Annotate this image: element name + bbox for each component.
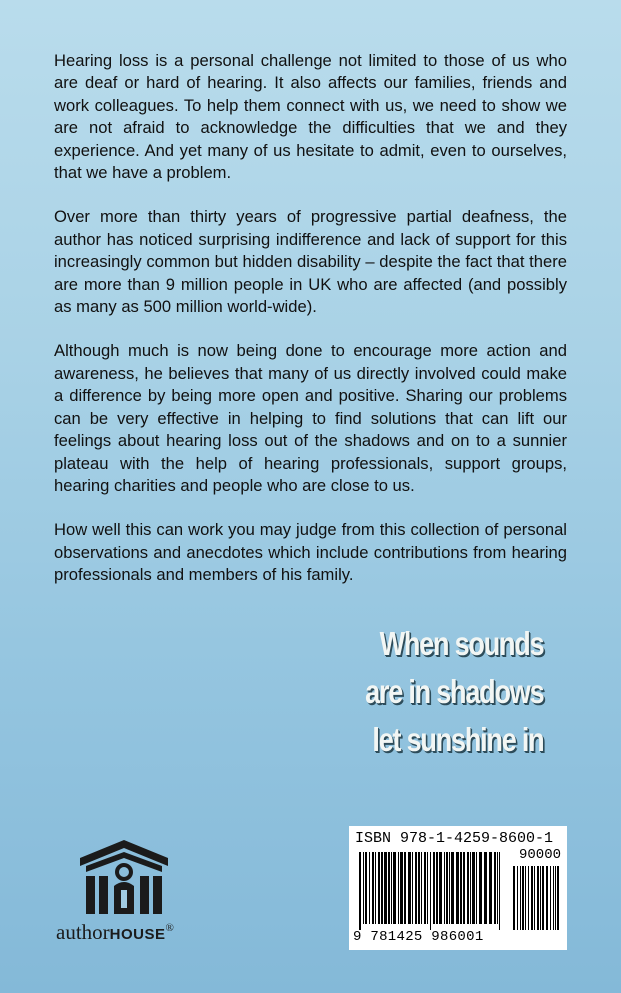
book-house-icon <box>76 836 172 918</box>
barcode-bar <box>418 852 420 924</box>
addon-bar <box>553 866 554 930</box>
barcode-bar <box>363 852 364 924</box>
barcode-bar <box>494 852 496 924</box>
barcode-bar <box>372 852 374 924</box>
tagline-line-2: are in shadows <box>364 673 543 710</box>
barcode-bar <box>479 852 482 924</box>
addon-bar <box>517 866 518 930</box>
barcode-bar <box>430 852 431 930</box>
barcode-bar <box>433 852 435 924</box>
barcode-bar <box>449 852 450 924</box>
barcode-bar <box>398 852 399 924</box>
barcode-bars <box>353 848 563 930</box>
isbn-barcode <box>349 826 567 950</box>
blurb-paragraph-4: How well this can work you may judge from this collection of personal observations and anecdotes which include contributions from hearing professionals and members of his family. <box>54 520 567 585</box>
addon-bar <box>537 866 539 930</box>
addon-bar <box>531 866 533 930</box>
barcode-bar <box>439 852 442 924</box>
addon-bar <box>528 866 529 930</box>
publisher-logo <box>56 836 226 946</box>
back-cover-blurb <box>54 50 567 609</box>
addon-bar <box>520 866 521 930</box>
barcode-bar <box>427 852 428 924</box>
barcode-bar <box>460 852 462 924</box>
barcode-bar <box>444 852 445 924</box>
barcode-bar <box>446 852 448 924</box>
barcode-bar <box>415 852 417 924</box>
addon-bar <box>550 866 551 930</box>
barcode-bar <box>384 852 387 924</box>
barcode-bar <box>489 852 492 924</box>
barcode-bar <box>391 852 392 924</box>
barcode-bar <box>393 852 396 924</box>
addon-bar <box>546 866 548 930</box>
barcode-bar <box>388 852 390 924</box>
addon-bar <box>525 866 526 930</box>
barcode-bar <box>463 852 465 924</box>
barcode-bar <box>404 852 406 924</box>
ean-digits: 9 781425 986001 <box>353 929 484 945</box>
publisher-wordmark: authorHOUSE® <box>56 920 174 944</box>
barcode-bar <box>375 852 376 924</box>
barcode-bar <box>451 852 454 924</box>
blurb-paragraph-1: Hearing loss is a personal challenge not limited to those of us who are deaf or hard of hearing. It also affects our families, friends and work colleagues. To help them connect with us, we need to show we are not afraid to acknowledge the difficulties that we and they experience. And yet many of us hesitate to admit, even to ourselves, that we have a problem. <box>54 51 567 183</box>
barcode-bar <box>497 852 498 924</box>
isbn-text: ISBN 978-1-4259-8600-1 <box>355 830 554 847</box>
blurb-paragraph-2: Over more than thirty years of progressive partial deafness, the author has noticed surprising indifference and lack of support for this increasingly common but hidden disability – despite the fact that there are more than 9 million people in UK who are affected (and possibly as many as 500 million world-wide). <box>54 207 567 317</box>
barcode-bar <box>400 852 403 924</box>
addon-bar <box>534 866 535 930</box>
tagline-line-3: let sunshine in <box>371 721 543 758</box>
barcode-bar <box>476 852 477 924</box>
barcode-bar <box>381 852 383 924</box>
barcode-bar <box>470 852 471 924</box>
barcode-bar <box>359 852 361 930</box>
barcode-bar <box>378 852 380 924</box>
price-addon-number: 90000 <box>518 847 561 863</box>
barcode-bar <box>365 852 367 924</box>
addon-bar <box>557 866 559 930</box>
blurb-paragraph-3: Although much is now being done to encourage more action and awareness, he believes that many of us directly involved could make a difference by being more open and positive. Sharing our problems can be very effective in helping to find solutions that can lift our feelings about hearing loss out of the shadows and on to a sunnier plateau with the help of hearing professionals, support groups, hearing charities and people who are close to us. <box>54 341 567 495</box>
barcode-bar <box>421 852 422 924</box>
addon-bar <box>522 866 524 930</box>
tagline-line-1: When sounds <box>379 625 543 662</box>
addon-bar <box>513 866 515 930</box>
barcode-bar <box>436 852 438 924</box>
barcode-bar <box>499 852 500 930</box>
barcode-bar <box>412 852 413 924</box>
tagline <box>365 620 543 764</box>
barcode-bar <box>484 852 487 924</box>
barcode-bar <box>424 852 426 924</box>
addon-bar <box>540 866 541 930</box>
barcode-bar <box>456 852 459 924</box>
barcode-bar <box>408 852 411 924</box>
barcode-bar <box>369 852 370 924</box>
addon-bar <box>542 866 544 930</box>
barcode-bar <box>472 852 475 924</box>
addon-bar <box>555 866 556 930</box>
barcode-bar <box>467 852 469 924</box>
